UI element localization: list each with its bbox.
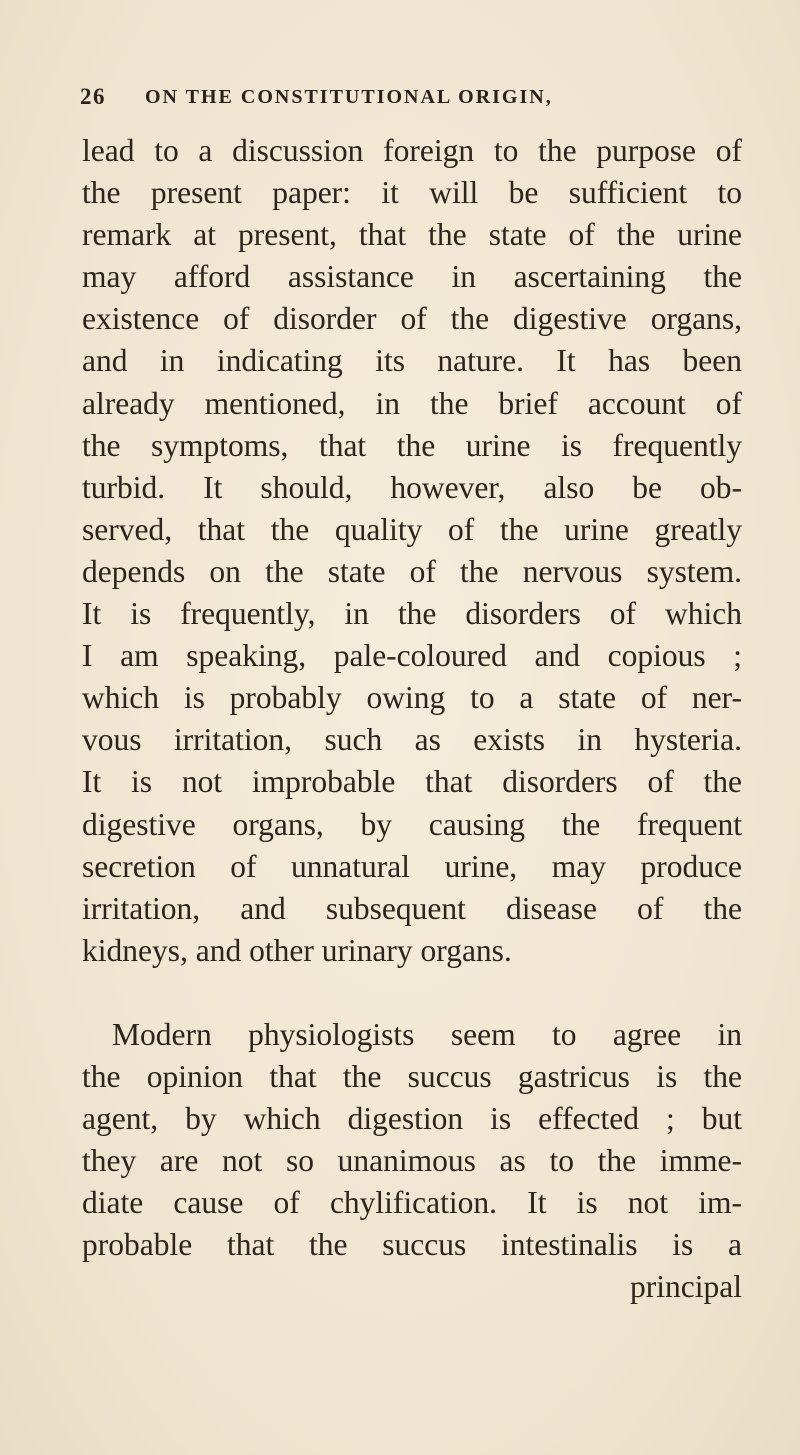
text-line: irritation, and subsequent disease of the: [82, 890, 742, 926]
text-line: existence of disorder of the digestive organs,: [82, 301, 742, 337]
text-line: probable that the succus intestinalis is a: [82, 1227, 742, 1263]
text-line: may afford assistance in ascertaining the: [82, 259, 742, 295]
paragraph-gap: [82, 972, 742, 1014]
text-line: and in indicating its nature. It has been: [82, 343, 742, 379]
paragraph-2: [82, 1014, 742, 1267]
text-line: they are not so unanimous as to the imme-: [82, 1143, 742, 1179]
text-line: the symptoms, that the urine is frequently: [82, 427, 742, 463]
text-line: agent, by which digestion is effected ; but: [82, 1101, 742, 1137]
text-line: secretion of unnatural urine, may produce: [82, 848, 742, 884]
text-line: kidneys, and other urinary organs.: [82, 932, 512, 968]
text-line: already mentioned, in the brief account of: [82, 385, 742, 421]
running-head: [80, 84, 740, 124]
running-title: ON THE CONSTITUTIONAL ORIGIN,: [145, 86, 553, 108]
text-line: turbid. It should, however, also be ob-: [82, 469, 742, 505]
text-line: depends on the state of the nervous system.: [82, 553, 742, 589]
text-line: the present paper: it will be sufficient to: [82, 175, 742, 211]
text-line: I am speaking, pale-coloured and copious ;: [82, 638, 742, 674]
text-line: digestive organs, by causing the frequent: [82, 806, 742, 842]
paragraph-1: [82, 130, 742, 972]
text-line: vous irritation, such as exists in hysteria.: [82, 722, 742, 758]
text-line: Modern physiologists seem to agree in: [112, 1016, 742, 1052]
page-number: 26: [80, 84, 106, 109]
text-line: diate cause of chylification. It is not im-: [82, 1185, 742, 1221]
text-line: served, that the quality of the urine greatly: [82, 511, 742, 547]
body-text: [82, 130, 742, 1309]
text-line: remark at present, that the state of the urine: [82, 217, 742, 253]
text-line: It is frequently, in the disorders of which: [82, 596, 742, 632]
text-line: which is probably owing to a state of ner-: [82, 680, 742, 716]
text-line: lead to a discussion foreign to the purpose of: [82, 133, 742, 168]
catchword: principal: [630, 1269, 742, 1305]
text-line: the opinion that the succus gastricus is the: [82, 1058, 742, 1094]
text-line: It is not improbable that disorders of the: [82, 764, 742, 800]
